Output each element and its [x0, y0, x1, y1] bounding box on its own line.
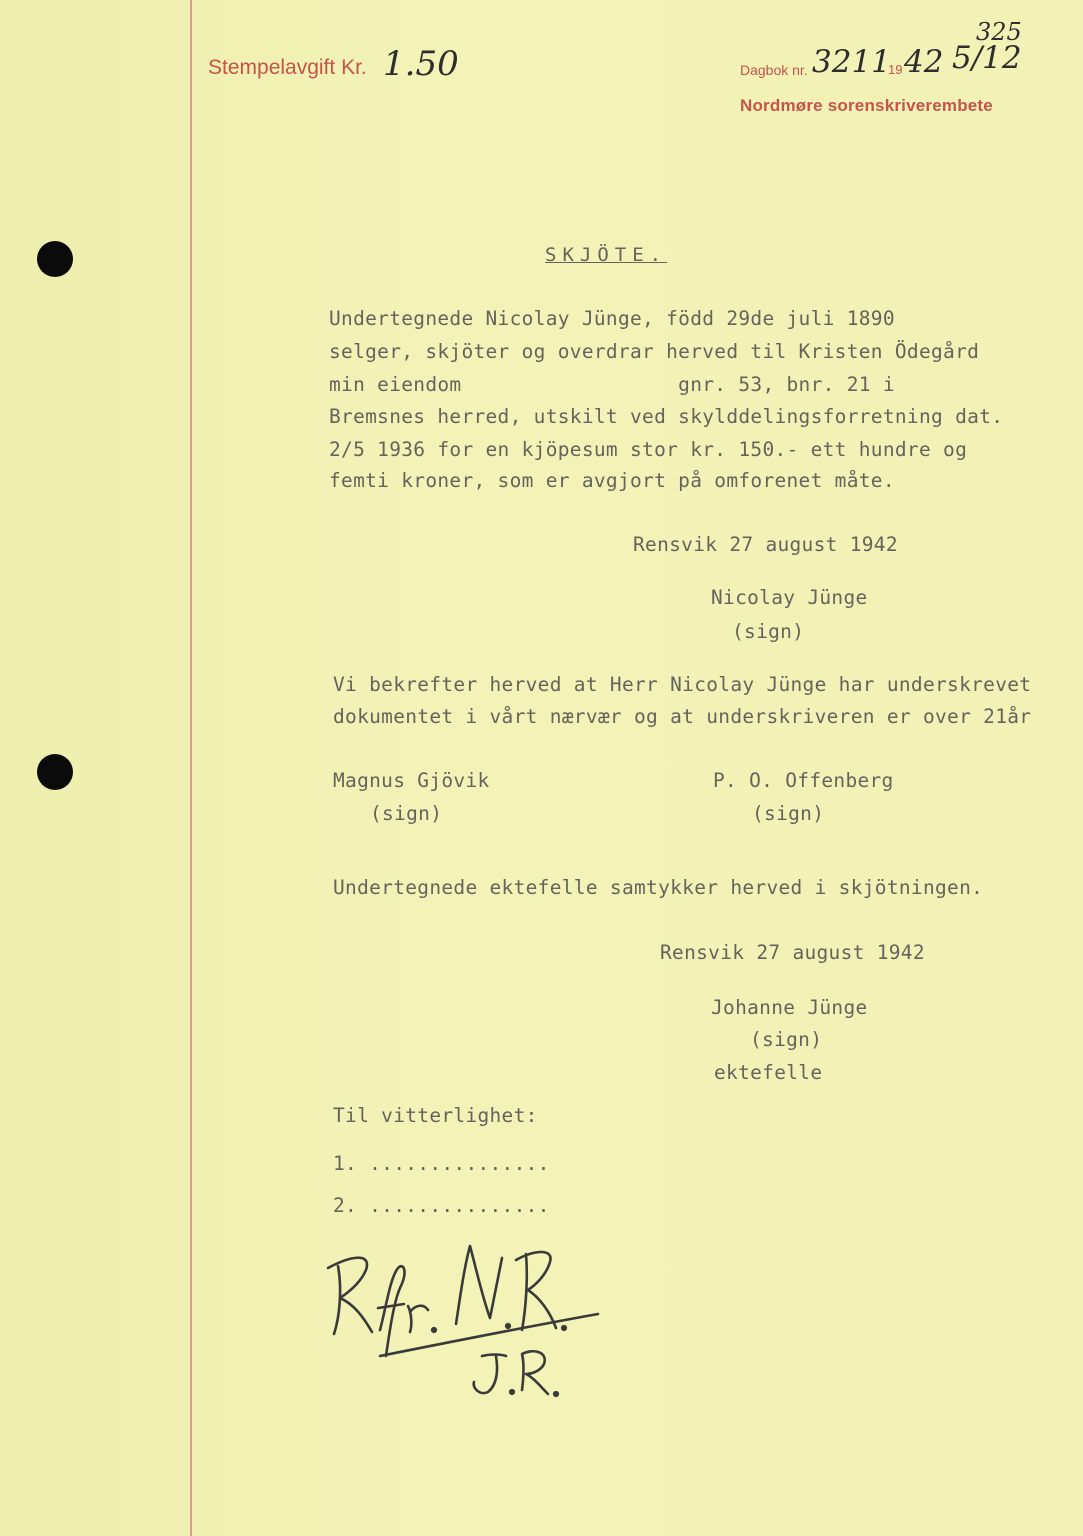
body-line-6: femti kroner, som er avgjort på omforenet måte.	[329, 469, 895, 492]
witness-line-2: dokumentet i vårt nærvær og at underskriveren er over 21år	[333, 705, 1032, 728]
place-date-2: Rensvik 27 august 1942	[660, 941, 925, 964]
consent-line: Undertegnede ektefelle samtykker herved i skjötningen.	[333, 876, 984, 899]
office-stamp: Nordmøre sorenskriverembete	[740, 96, 993, 115]
seller-sign: (sign)	[732, 620, 805, 643]
witness-1-sign: (sign)	[370, 802, 443, 825]
handwritten-initials-drawing	[320, 1238, 610, 1408]
punch-hole-bottom	[37, 754, 73, 790]
handwritten-initials	[320, 1238, 610, 1408]
stamp-fee-label: Stempelavgift Kr.	[208, 56, 367, 79]
document-title: SKJÖTE.	[545, 244, 668, 266]
dagbok-year-prefix: 19	[888, 62, 903, 77]
spouse-role: ektefelle	[714, 1061, 823, 1084]
page-number: 325	[976, 18, 1022, 46]
spouse-sign: (sign)	[750, 1028, 823, 1051]
witness-1-name: Magnus Gjövik	[333, 769, 490, 792]
dagbok-date: 5/12	[952, 40, 1022, 76]
attest-line-2: 2. ...............	[333, 1194, 550, 1217]
attest-line-1: 1. ...............	[333, 1152, 550, 1175]
dagbok-label: Dagbok nr.	[740, 62, 808, 78]
body-line-1: Undertegnede Nicolay Jünge, född 29de juli 1890	[329, 307, 895, 330]
body-line-2: selger, skjöter og overdrar herved til Kristen Ödegård	[329, 340, 980, 363]
seller-name: Nicolay Jünge	[711, 586, 868, 609]
body-line-4: Bremsnes herred, utskilt ved skylddelingsforretning dat.	[329, 405, 1004, 428]
witness-2-name: P. O. Offenberg	[713, 769, 894, 792]
body-line-3: min eiendom gnr. 53, bnr. 21 i	[329, 373, 895, 396]
attest-label: Til vitterlighet:	[333, 1104, 538, 1127]
dagbok-year: 42	[904, 44, 944, 80]
body-line-5: 2/5 1936 for en kjöpesum stor kr. 150.- ett hundre og	[329, 438, 968, 461]
witness-line-1: Vi bekrefter herved at Herr Nicolay Jünge har underskrevet	[333, 673, 1032, 696]
spouse-name: Johanne Jünge	[711, 996, 868, 1019]
stamp-fee-value: 1.50	[383, 44, 459, 84]
place-date-1: Rensvik 27 august 1942	[633, 533, 898, 556]
punch-hole-top	[37, 241, 73, 277]
margin-line	[190, 0, 192, 1536]
dagbok-number: 3211	[812, 44, 891, 80]
witness-2-sign: (sign)	[752, 802, 825, 825]
